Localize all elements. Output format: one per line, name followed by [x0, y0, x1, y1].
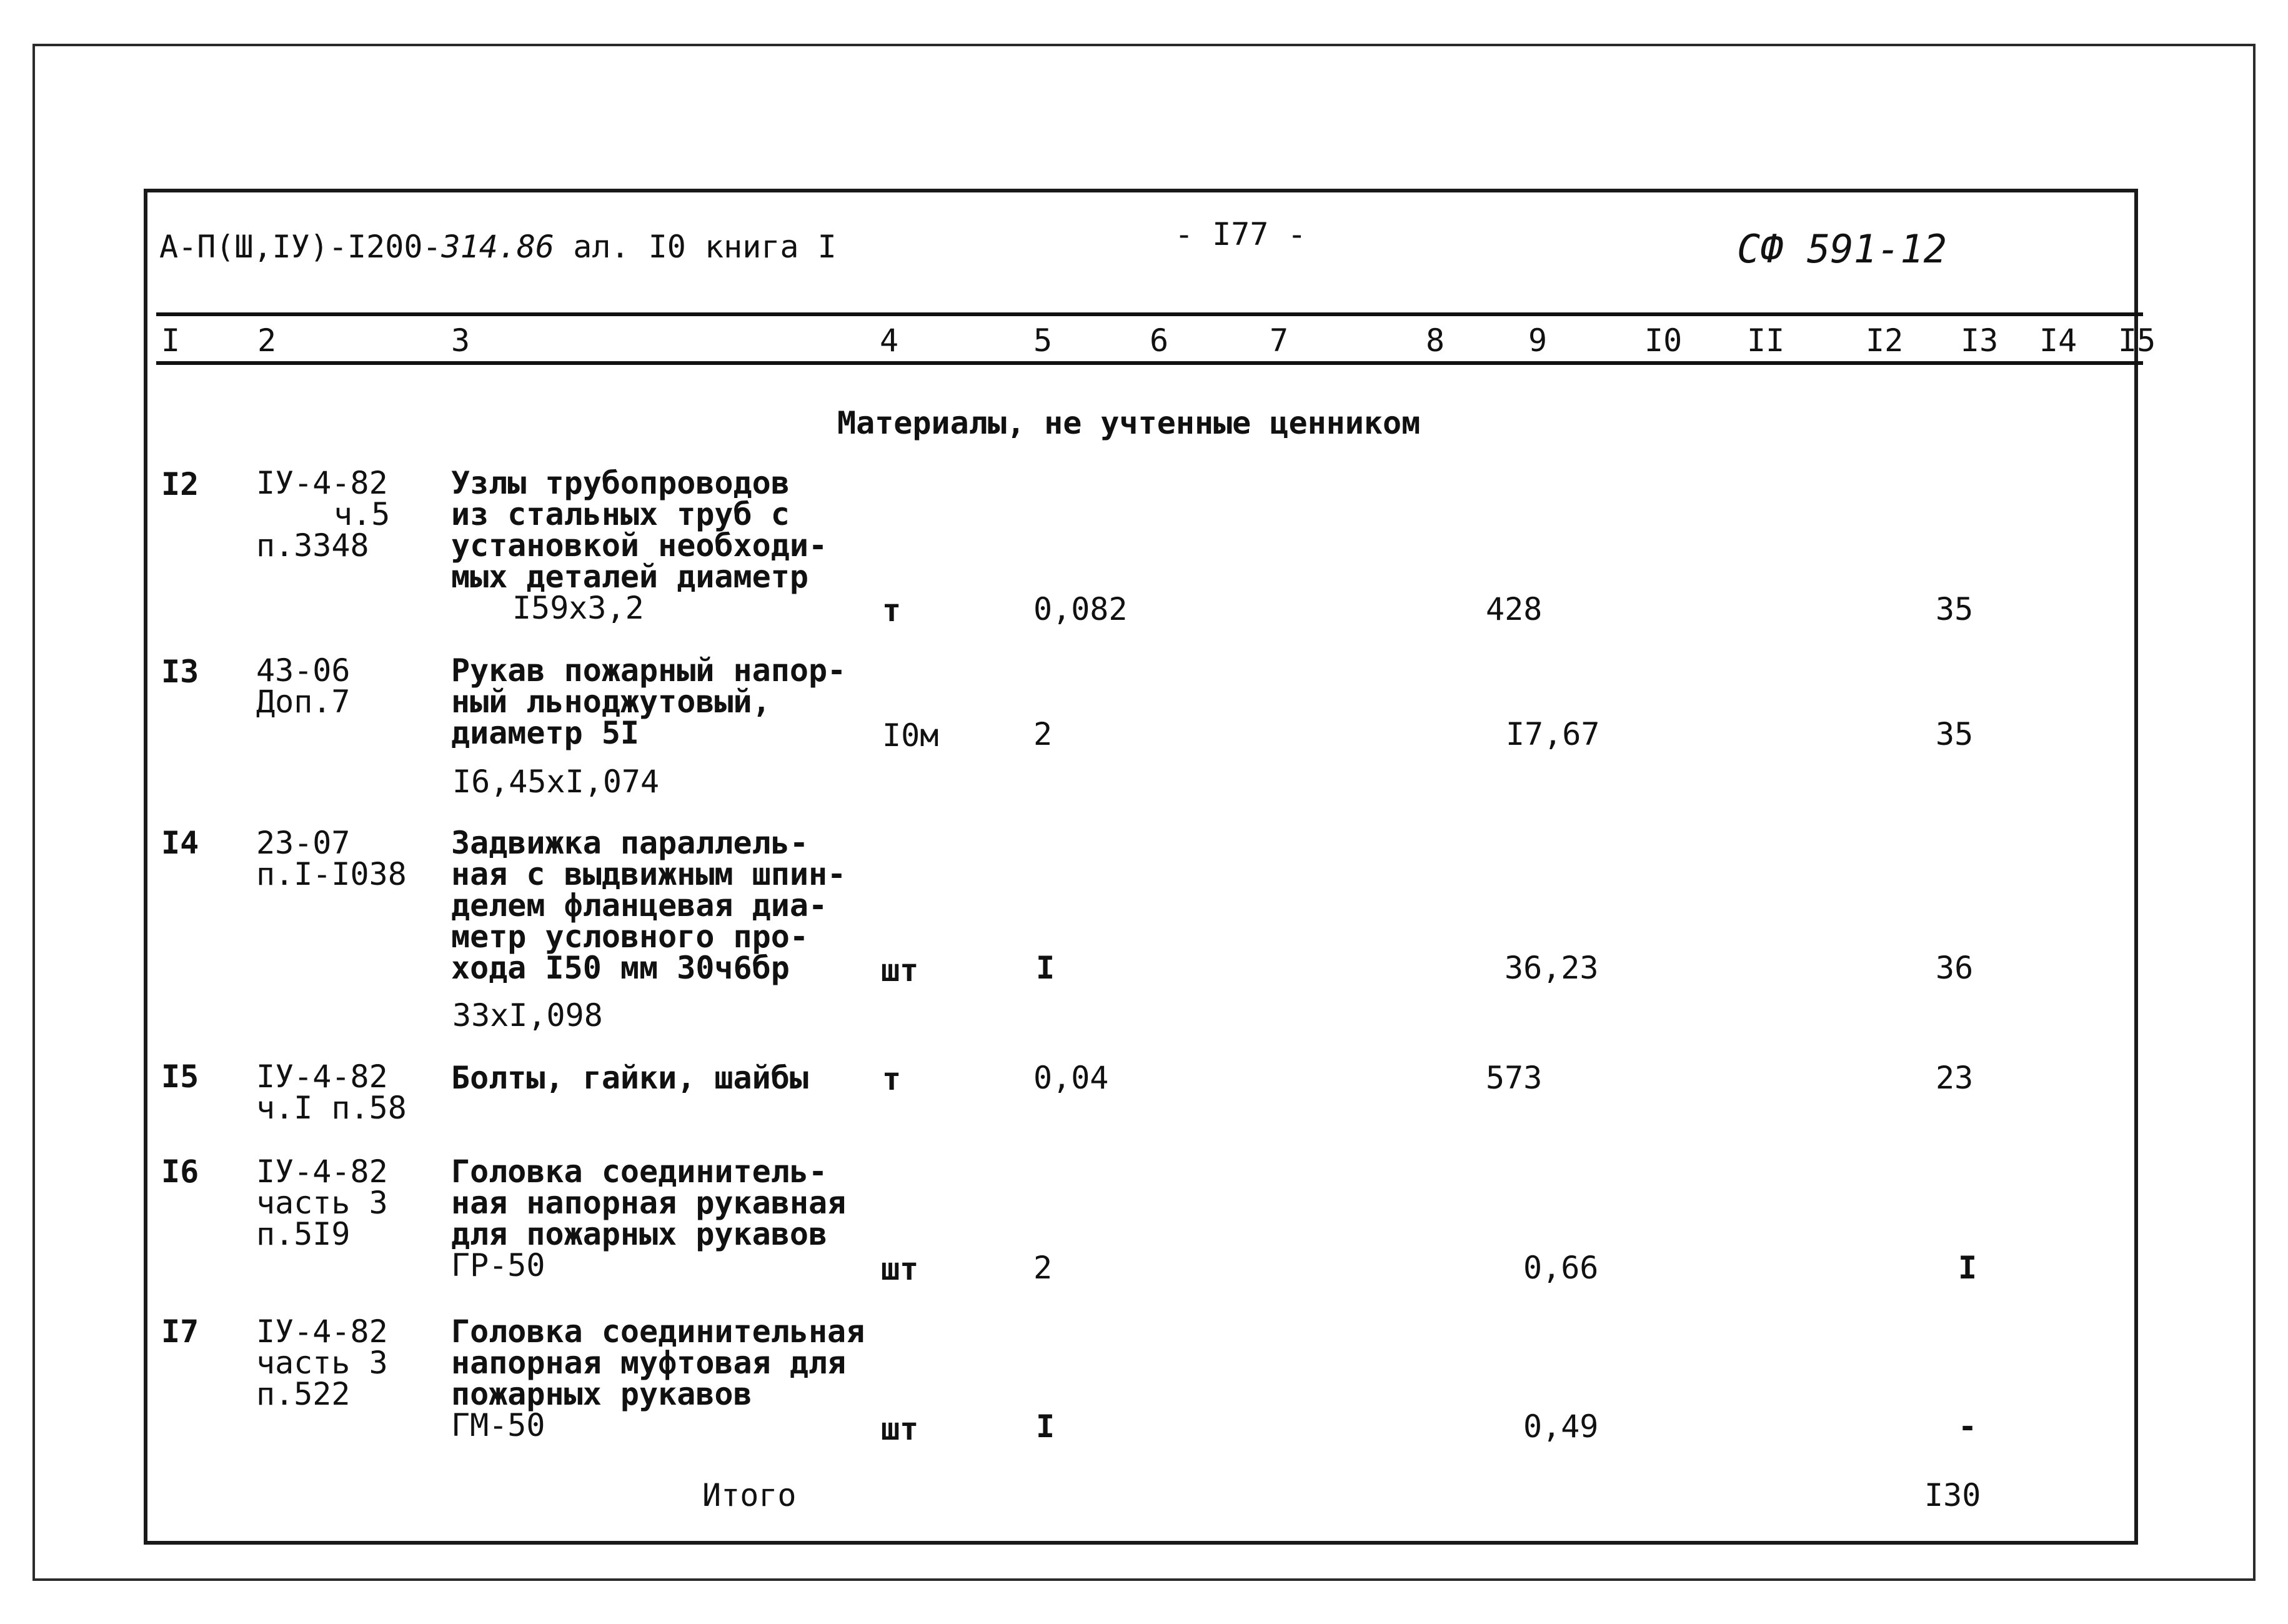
description-line: для пожарных рукавов [451, 1216, 828, 1252]
row-description [451, 652, 847, 751]
row-number: I7 [161, 1313, 199, 1350]
row-price: 428 [1486, 591, 1543, 627]
row-description [451, 1153, 847, 1283]
row-total: 23 [1936, 1060, 1974, 1096]
description-line: пожарных рукавов [451, 1376, 752, 1412]
column-number: 9 [1528, 322, 1548, 359]
reference-line: 23-07 [256, 825, 351, 861]
column-number: I0 [1644, 322, 1683, 359]
reference-line: ч.5 [334, 496, 390, 532]
row-number: I4 [161, 825, 199, 861]
row-quantity: 0,082 [1033, 591, 1128, 627]
column-number: I [161, 322, 181, 359]
description-line: из стальных труб с [451, 496, 790, 532]
column-number: 3 [451, 322, 470, 359]
row-unit: т [882, 1061, 902, 1097]
row-reference [256, 1313, 388, 1412]
total-label: Итого [702, 1477, 797, 1513]
inner-frame [144, 189, 2138, 1545]
column-number: 8 [1426, 322, 1445, 359]
column-number: I3 [1961, 322, 1999, 359]
page-number: - I77 - [1175, 216, 1306, 252]
header-rule-bottom [156, 361, 2143, 365]
header-rule-top [156, 312, 2143, 316]
row-number: I5 [161, 1059, 199, 1095]
row-number: I6 [161, 1153, 199, 1190]
description-line: напорная муфтовая для [451, 1345, 847, 1381]
description-line: метр условного про- [451, 919, 808, 955]
reference-line: IУ-4-82 [256, 465, 388, 501]
reference-line: IУ-4-82 [256, 1153, 388, 1190]
row-total: I [1958, 1250, 1977, 1286]
description-line: установкой необходи- [451, 527, 828, 564]
document-code-prefix: А-П(Ш,IУ)-I200- [159, 229, 442, 265]
row-price: 36,23 [1505, 950, 1599, 986]
row-reference [256, 827, 407, 890]
row-price: 0,66 [1523, 1250, 1599, 1286]
description-line: ный льноджутовый, [451, 684, 771, 720]
column-number: I4 [2039, 322, 2077, 359]
row-reference [256, 465, 390, 564]
row-description [451, 827, 846, 984]
description-line: ная напорная рукавная [451, 1185, 847, 1221]
row-quantity: I [1036, 1408, 1055, 1445]
row-total: - [1958, 1408, 1977, 1445]
row-description [451, 467, 827, 624]
row-number: I3 [161, 654, 199, 690]
row-unit: шт [881, 1411, 919, 1447]
row-unit: т [882, 592, 902, 629]
description-line: ГМ-50 [451, 1407, 545, 1443]
column-number: 2 [257, 322, 277, 359]
reference-line: п.3348 [256, 527, 369, 564]
series-code: СФ 591-12 [1737, 226, 1947, 272]
column-number: 7 [1270, 322, 1289, 359]
description-line: делем фланцевая диа- [451, 887, 828, 924]
row-total: 36 [1936, 950, 1974, 986]
description-line: мых деталей диаметр [451, 559, 808, 595]
row-reference [256, 652, 351, 720]
row-number: I2 [161, 466, 199, 502]
description-line: хода I50 мм 30ч6бр [451, 950, 790, 986]
row-quantity: 0,04 [1033, 1060, 1109, 1096]
description-line: Головка соединитель- [451, 1153, 828, 1190]
row-price: 0,49 [1523, 1408, 1599, 1445]
description-line: Задвижка параллель- [451, 825, 808, 861]
reference-line: Доп.7 [256, 684, 351, 720]
row-price: I7,67 [1506, 716, 1600, 752]
document-code-suffix: ал. I0 книга I [573, 229, 837, 265]
reference-line: IУ-4-82 [256, 1313, 388, 1350]
row-quantity: I [1036, 950, 1055, 986]
row-unit: шт [881, 952, 919, 989]
reference-line: п.5I9 [256, 1216, 351, 1252]
row-unit: I0м [882, 717, 939, 754]
column-number: 6 [1150, 322, 1169, 359]
reference-line: п.522 [256, 1376, 351, 1412]
row-note: 33хI,098 [452, 997, 603, 1034]
reference-line: ч.I п.58 [256, 1090, 407, 1126]
reference-line: 43-06 [256, 652, 351, 689]
column-number: I2 [1866, 322, 1904, 359]
description-line: Головка соединительная [451, 1313, 865, 1350]
row-price: 573 [1486, 1060, 1543, 1096]
reference-line: п.I-I038 [256, 856, 407, 892]
reference-line: IУ-4-82 [256, 1059, 388, 1095]
column-number: II [1747, 322, 1785, 359]
column-number: I5 [2118, 322, 2156, 359]
description-line: Рукав пожарный напор- [451, 652, 847, 689]
row-reference [256, 1153, 388, 1252]
row-note: I6,45хI,074 [452, 764, 660, 800]
column-number: 4 [880, 322, 899, 359]
row-unit: шт [881, 1251, 919, 1287]
document-code [159, 230, 837, 264]
column-number: 5 [1033, 322, 1053, 359]
document-code-handwritten: 314.86 [441, 229, 555, 265]
row-quantity: 2 [1033, 1250, 1053, 1286]
description-line: диаметр 5I [451, 715, 640, 751]
reference-line: часть 3 [256, 1345, 388, 1381]
row-description [451, 1313, 865, 1443]
reference-line: часть 3 [256, 1185, 388, 1221]
description-line: ГР-50 [451, 1247, 545, 1283]
section-title: Материалы, не учтенные ценником [837, 405, 1421, 441]
row-total: 35 [1936, 716, 1974, 752]
row-reference [256, 1059, 407, 1126]
row-total: 35 [1936, 591, 1974, 627]
row-quantity: 2 [1033, 716, 1053, 752]
grand-total: I30 [1924, 1477, 1981, 1513]
description-line: I59х3,2 [512, 590, 644, 626]
description-line: ная с выдвижным шпин- [451, 856, 847, 892]
row-description: Болты, гайки, шайбы [451, 1060, 808, 1096]
description-line: Узлы трубопроводов [451, 465, 790, 501]
